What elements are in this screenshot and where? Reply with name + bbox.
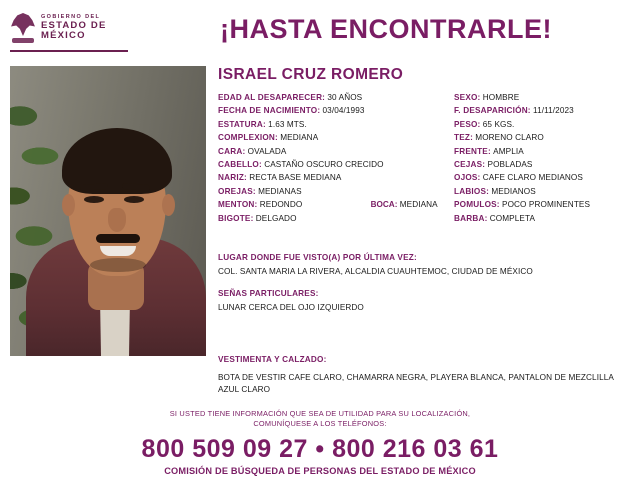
field-value: 65 KGS. (482, 119, 515, 129)
marks-value: LUNAR CERCA DEL OJO IZQUIERDO (218, 302, 364, 312)
footer-note-line-2: COMUNÍQUESE A LOS TELÉFONOS: (253, 419, 387, 428)
field-barba (454, 212, 632, 225)
field-cabello (218, 158, 446, 171)
field-label: MENTON: (218, 200, 258, 210)
commission-name: COMISIÓN DE BÚSQUEDA DE PERSONAS DEL ESTADO DE MÉXICO (164, 466, 476, 476)
photo-nose (108, 208, 126, 232)
distinguishing-marks-section (218, 288, 628, 314)
field-label: LABIOS: (454, 186, 490, 196)
clothing-value: BOTA DE VESTIR CAFE CLARO, CHAMARRA NEGRA, PLAYERA BLANCA, PANTALON DE MEZCLILLA AZUL CLARO (218, 372, 614, 395)
photo-mouth (100, 246, 136, 256)
photo-ear-right (162, 194, 175, 216)
field-label: FECHA DE NACIMIENTO: (218, 106, 321, 116)
photo-eye-right (124, 196, 144, 203)
logo-text (41, 15, 128, 41)
field-value: MORENO CLARO (475, 133, 544, 143)
field-frente (454, 145, 632, 158)
field-nariz (218, 171, 446, 184)
last-seen-label: LUGAR DONDE FUE VISTO(A) POR ÚLTIMA VEZ: (218, 253, 417, 262)
field-value: RECTA BASE MEDIANA (249, 173, 342, 183)
details-column-left (218, 91, 446, 225)
field-menton-boca (218, 198, 446, 211)
person-photo (10, 66, 206, 356)
field-value: 11/11/2023 (533, 106, 574, 116)
poster-title: ¡HASTA ENCONTRARLE! (220, 14, 552, 44)
field-value: POBLADAS (487, 160, 533, 170)
eagle-seal-icon (10, 13, 36, 43)
field-value: CASTAÑO OSCURO CRECIDO (264, 160, 384, 170)
field-value: MEDIANA (280, 133, 319, 143)
field-label: PESO: (454, 119, 481, 129)
field-label: NARIZ: (218, 173, 247, 183)
clothing-label: VESTIMENTA Y CALZADO: (218, 355, 327, 364)
field-value: 03/04/1993 (322, 106, 365, 116)
field-label: F. DESAPARICIÓN: (454, 106, 531, 116)
hotline-phone-numbers[interactable]: 800 509 09 27 • 800 216 03 61 (141, 435, 499, 463)
government-logo (10, 8, 128, 48)
field-value: 1.63 MTS. (268, 119, 307, 129)
field-value: OVALADA (247, 146, 287, 156)
field-label: POMULOS: (454, 200, 500, 210)
field-peso (454, 118, 632, 131)
field-label: CEJAS: (454, 160, 486, 170)
field-label: OREJAS: (218, 186, 256, 196)
logo-line-2: ESTADO DE MÉXICO (41, 19, 107, 41)
field-value: POCO PROMINENTES (502, 200, 591, 210)
field-labios (454, 185, 632, 198)
field-value: CAFE CLARO MEDIANOS (482, 173, 583, 183)
photo-ear-left (62, 194, 75, 216)
field-label: BIGOTE: (218, 213, 254, 223)
field-fecha-desaparicion (454, 104, 632, 117)
field-orejas (218, 185, 446, 198)
field-value: 30 AÑOS (327, 93, 363, 102)
field-value: HOMBRE (482, 93, 520, 102)
field-estatura (218, 118, 446, 131)
field-label: EDAD AL DESAPARECER: (218, 93, 326, 102)
field-label: COMPLEXION: (218, 133, 278, 143)
field-bigote (218, 212, 446, 225)
details-column-right (454, 91, 632, 225)
field-complexion (218, 131, 446, 144)
field-label: ESTATURA: (218, 119, 266, 129)
field-label-boca: BOCA: (370, 200, 398, 210)
marks-label: SEÑAS PARTICULARES: (218, 289, 319, 298)
field-ojos (454, 171, 632, 184)
field-edad (218, 91, 446, 104)
field-cejas (454, 158, 632, 171)
field-label: FRENTE: (454, 146, 491, 156)
logo-line-1: GOBIERNO DEL (41, 14, 101, 21)
field-value: COMPLETA (489, 213, 536, 223)
logo-divider (10, 50, 128, 52)
photo-eye-left (84, 196, 104, 203)
poster-footer (0, 409, 640, 476)
field-fecha-nacimiento (218, 104, 446, 117)
field-label: TEZ: (454, 133, 473, 143)
field-sexo (454, 91, 632, 104)
field-value: REDONDO (259, 200, 303, 210)
field-label: CARA: (218, 146, 246, 156)
field-label: CABELLO: (218, 160, 262, 170)
photo-beard (90, 258, 146, 272)
poster-header (0, 0, 640, 58)
field-tez (454, 131, 632, 144)
field-pomulos (454, 198, 632, 211)
last-seen-value: COL. SANTA MARIA LA RIVERA, ALCALDIA CUAUHTEMOC, CIUDAD DE MÉXICO (218, 266, 533, 276)
field-label: SEXO: (454, 93, 481, 102)
field-label: OJOS: (454, 173, 481, 183)
photo-mustache (96, 234, 140, 243)
footer-note-line-1: SI USTED TIENE INFORMACIÓN QUE SEA DE UTILIDAD PARA SU LOCALIZACIÓN, (169, 409, 471, 418)
field-value: MEDIANOS (491, 186, 536, 196)
last-seen-section (218, 252, 628, 278)
person-name: ISRAEL CRUZ ROMERO (218, 66, 404, 83)
field-value: AMPLIA (493, 146, 524, 156)
clothing-section (218, 354, 632, 397)
field-value: MEDIANAS (258, 186, 302, 196)
person-details (218, 66, 632, 223)
field-value-boca: MEDIANA (399, 200, 438, 210)
field-value: DELGADO (255, 213, 297, 223)
field-cara (218, 145, 446, 158)
field-label: BARBA: (454, 213, 488, 223)
